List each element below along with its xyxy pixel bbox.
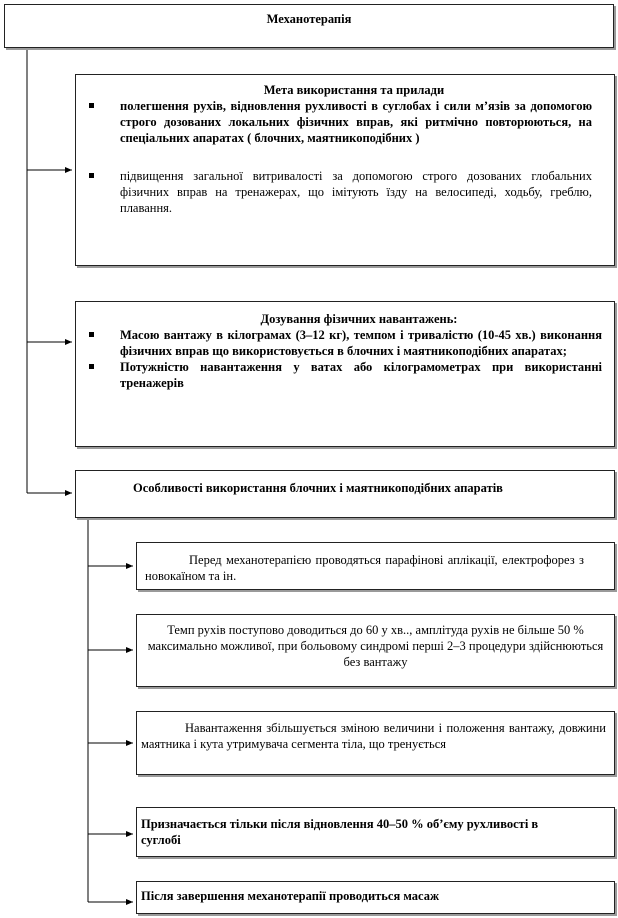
goal-heading: Мета використання та прилади	[263, 83, 445, 97]
feature-box-2: Темп рухів поступово доводиться до 60 у хв.., амплітуда рухів не більше 50 % максимально можливої, при больовому синдромі перші 2–3 процедури здійснюються без вантажу	[136, 614, 615, 687]
feature-box-1: Перед механотерапією проводяться парафінові аплікації, електрофорез з новокаїном та ін.	[136, 542, 615, 590]
dosing-item: Масою вантажу в кілограмах (3–12 кг), темпом і тривалістю (10-45 хв.) виконання фізичних вправ що використовується в блочних і маятникоподібних апаратах;	[76, 327, 602, 359]
title-text: Механотерапія	[266, 12, 352, 26]
dosing-heading: Дозування фізичних навантажень:	[260, 312, 458, 326]
title-box	[4, 4, 614, 48]
bullet-icon	[89, 103, 94, 108]
dosing-box	[75, 301, 615, 447]
features-box	[75, 470, 615, 518]
feature-box-3: Навантаження збільшується зміною величини і положення вантажу, довжини маятника і кута утримувача сегмента тіла, що тренується	[136, 711, 615, 775]
goal-item: підвищення загальної витривалості за допомогою строго дозованих глобальних фізичних вправ на тренажерах, що імітують їзду на велосипеді, ходьбу, греблю, плавання.	[76, 168, 592, 216]
feature-box-4: Призначається тільки після відновлення 40–50 % об’єму рухливості в суглобі	[136, 807, 615, 857]
dosing-item: Потужністю навантаження у ватах або кілограмометрах при використанні тренажерів	[76, 359, 602, 391]
bullet-icon	[89, 364, 94, 369]
goal-item: полегшення рухів, відновлення рухливості в суглобах і сили м’язів за допомогою строго дозованих локальних фізичних вправ, які ритмічно повторюються, на спеціальних апаратах ( блочних, маятникоподібних )	[76, 98, 592, 146]
bullet-icon	[89, 173, 94, 178]
feature-box-5: Після завершення механотерапії проводиться масаж	[136, 881, 615, 914]
goal-box	[75, 74, 615, 266]
bullet-icon	[89, 332, 94, 337]
features-heading: Особливості використання блочних і маятникоподібних апаратів	[133, 481, 503, 495]
